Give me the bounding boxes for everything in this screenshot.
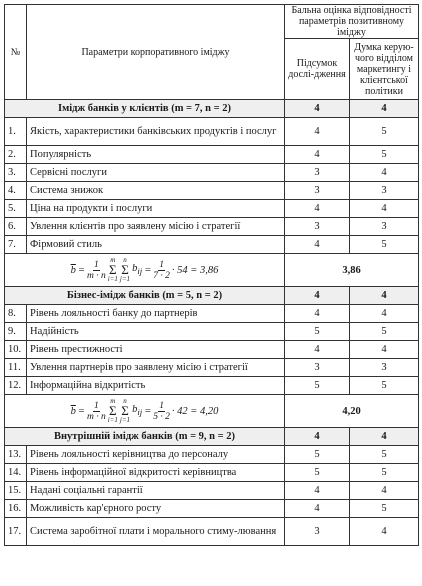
row-label: Система заробітної плати і морального стиму-лювання bbox=[27, 518, 285, 546]
table-row bbox=[5, 464, 419, 482]
row-number: 9. bbox=[5, 323, 27, 341]
row-score-b: 3 bbox=[350, 218, 419, 236]
section-header-row bbox=[5, 100, 419, 118]
row-label: Ціна на продукти і послуги bbox=[27, 200, 285, 218]
row-score-b: 5 bbox=[350, 446, 419, 464]
row-label: Популярність bbox=[27, 146, 285, 164]
table-row bbox=[5, 482, 419, 500]
table-row bbox=[5, 377, 419, 395]
formula-frac-2: $\frac{1}{7 \cdot 2}$ bbox=[153, 259, 170, 281]
header-col-a: Підсумок дослі-дження bbox=[285, 39, 350, 100]
row-score-b: 5 bbox=[350, 323, 419, 341]
formula-result: 4,20 bbox=[285, 395, 419, 428]
row-score-a: 4 bbox=[285, 500, 350, 518]
formula-term: $b_{ij}$ bbox=[132, 263, 143, 277]
row-score-b: 4 bbox=[350, 305, 419, 323]
table-row bbox=[5, 164, 419, 182]
row-score-a: 4 bbox=[285, 236, 350, 254]
row-number: 14. bbox=[5, 464, 27, 482]
header-col-b: Думка керую-чого відділом маркетингу і клієнтської політики bbox=[350, 39, 419, 100]
formula-b: $\overline{b}$ bbox=[70, 405, 76, 417]
formula-sum-i: m Σ i=1 bbox=[107, 256, 118, 283]
table-row bbox=[5, 518, 419, 546]
row-score-a: 4 bbox=[285, 305, 350, 323]
row-score-b: 3 bbox=[350, 182, 419, 200]
row-score-b: 4 bbox=[350, 164, 419, 182]
row-number: 15. bbox=[5, 482, 27, 500]
formula-frac-2: $\frac{1}{5 \cdot 2}$ bbox=[153, 400, 170, 422]
row-label: Увлення партнерів про заявлену місію і стратегії bbox=[27, 359, 285, 377]
header-score-group: Бальна оцінка відповідності параметрів позитивному іміджу bbox=[285, 5, 419, 39]
row-score-a: 3 bbox=[285, 218, 350, 236]
table-body bbox=[5, 100, 419, 546]
section-title: Бізнес-імідж банків (m = 5, n = 2) bbox=[5, 287, 285, 305]
row-score-b: 4 bbox=[350, 200, 419, 218]
row-number: 2. bbox=[5, 146, 27, 164]
row-label: Можливість кар'єрного росту bbox=[27, 500, 285, 518]
row-number: 4. bbox=[5, 182, 27, 200]
table-row bbox=[5, 236, 419, 254]
row-score-b: 3 bbox=[350, 359, 419, 377]
row-number: 12. bbox=[5, 377, 27, 395]
row-number: 6. bbox=[5, 218, 27, 236]
formula-result-expr: · 54 = 3,86 bbox=[171, 264, 219, 276]
table-row bbox=[5, 446, 419, 464]
table-row bbox=[5, 146, 419, 164]
formula-eq-2: = bbox=[144, 264, 152, 276]
table-row bbox=[5, 182, 419, 200]
section-score-a: 4 bbox=[285, 428, 350, 446]
row-number: 10. bbox=[5, 341, 27, 359]
section-score-a: 4 bbox=[285, 287, 350, 305]
row-score-a: 4 bbox=[285, 146, 350, 164]
section-header-row bbox=[5, 287, 419, 305]
row-label: Рівень престижності bbox=[27, 341, 285, 359]
table-row bbox=[5, 200, 419, 218]
section-score-a: 4 bbox=[285, 100, 350, 118]
formula-sum-i: m Σ i=1 bbox=[107, 397, 118, 424]
row-label: Інформаційна відкритість bbox=[27, 377, 285, 395]
row-score-a: 3 bbox=[285, 182, 350, 200]
row-label: Надійність bbox=[27, 323, 285, 341]
section-title: Внутрішній імідж банків (m = 9, n = 2) bbox=[5, 428, 285, 446]
row-score-a: 3 bbox=[285, 164, 350, 182]
row-score-b: 4 bbox=[350, 518, 419, 546]
row-score-b: 5 bbox=[350, 500, 419, 518]
table-row bbox=[5, 305, 419, 323]
row-score-a: 4 bbox=[285, 200, 350, 218]
section-score-b: 4 bbox=[350, 428, 419, 446]
formula-cell bbox=[5, 254, 285, 287]
row-number: 1. bbox=[5, 118, 27, 146]
row-label: Система знижок bbox=[27, 182, 285, 200]
table-row bbox=[5, 341, 419, 359]
row-number: 13. bbox=[5, 446, 27, 464]
row-score-b: 5 bbox=[350, 146, 419, 164]
formula-row bbox=[5, 395, 419, 428]
row-score-a: 4 bbox=[285, 118, 350, 146]
row-score-a: 5 bbox=[285, 464, 350, 482]
row-label: Фірмовий стиль bbox=[27, 236, 285, 254]
formula-sum-j: n Σ j=1 bbox=[119, 397, 131, 424]
row-score-b: 5 bbox=[350, 118, 419, 146]
formula-eq-2: = bbox=[144, 405, 152, 417]
row-score-b: 5 bbox=[350, 377, 419, 395]
row-score-b: 4 bbox=[350, 482, 419, 500]
row-number: 3. bbox=[5, 164, 27, 182]
header-num: № bbox=[5, 5, 27, 100]
formula-frac-1: $\frac{1}{m \cdot n}$ bbox=[86, 259, 106, 281]
table-row bbox=[5, 500, 419, 518]
table-row bbox=[5, 323, 419, 341]
section-score-b: 4 bbox=[350, 287, 419, 305]
table-row bbox=[5, 359, 419, 377]
formula-b: $\overline{b}$ bbox=[70, 264, 76, 276]
row-label: Рівень лояльності банку до партнерів bbox=[27, 305, 285, 323]
row-score-a: 5 bbox=[285, 446, 350, 464]
row-number: 8. bbox=[5, 305, 27, 323]
row-score-b: 4 bbox=[350, 341, 419, 359]
formula-result-expr: · 42 = 4,20 bbox=[171, 405, 219, 417]
row-number: 5. bbox=[5, 200, 27, 218]
formula-term: $b_{ij}$ bbox=[132, 404, 143, 418]
row-score-a: 4 bbox=[285, 482, 350, 500]
formula-row bbox=[5, 254, 419, 287]
formula-frac-1: $\frac{1}{m \cdot n}$ bbox=[86, 400, 106, 422]
row-label: Надані соціальні гарантії bbox=[27, 482, 285, 500]
row-score-b: 5 bbox=[350, 236, 419, 254]
table-row bbox=[5, 118, 419, 146]
formula-sum-j: n Σ j=1 bbox=[119, 256, 131, 283]
row-label: Увлення клієнтів про заявлену місію і стратегії bbox=[27, 218, 285, 236]
row-label: Рівень інформаційної відкритості керівництва bbox=[27, 464, 285, 482]
image-assessment-table bbox=[4, 4, 419, 546]
row-number: 16. bbox=[5, 500, 27, 518]
formula-eq: = bbox=[77, 405, 85, 417]
row-number: 17. bbox=[5, 518, 27, 546]
row-score-a: 3 bbox=[285, 359, 350, 377]
row-score-a: 5 bbox=[285, 323, 350, 341]
formula-result: 3,86 bbox=[285, 254, 419, 287]
row-number: 7. bbox=[5, 236, 27, 254]
row-score-b: 5 bbox=[350, 464, 419, 482]
row-label: Рівень лояльності керівництва до персоналу bbox=[27, 446, 285, 464]
row-label: Сервісні послуги bbox=[27, 164, 285, 182]
section-score-b: 4 bbox=[350, 100, 419, 118]
row-number: 11. bbox=[5, 359, 27, 377]
row-score-a: 4 bbox=[285, 341, 350, 359]
row-score-a: 5 bbox=[285, 377, 350, 395]
header-params: Параметри корпоративного іміджу bbox=[27, 5, 285, 100]
average-formula bbox=[71, 398, 219, 424]
row-score-a: 3 bbox=[285, 518, 350, 546]
average-formula bbox=[71, 257, 219, 283]
formula-eq: = bbox=[77, 264, 85, 276]
section-header-row bbox=[5, 428, 419, 446]
formula-cell bbox=[5, 395, 285, 428]
section-title: Імідж банків у клієнтів (m = 7, n = 2) bbox=[5, 100, 285, 118]
table-row bbox=[5, 218, 419, 236]
row-label: Якість, характеристики банківських продуктів і послуг bbox=[27, 118, 285, 146]
